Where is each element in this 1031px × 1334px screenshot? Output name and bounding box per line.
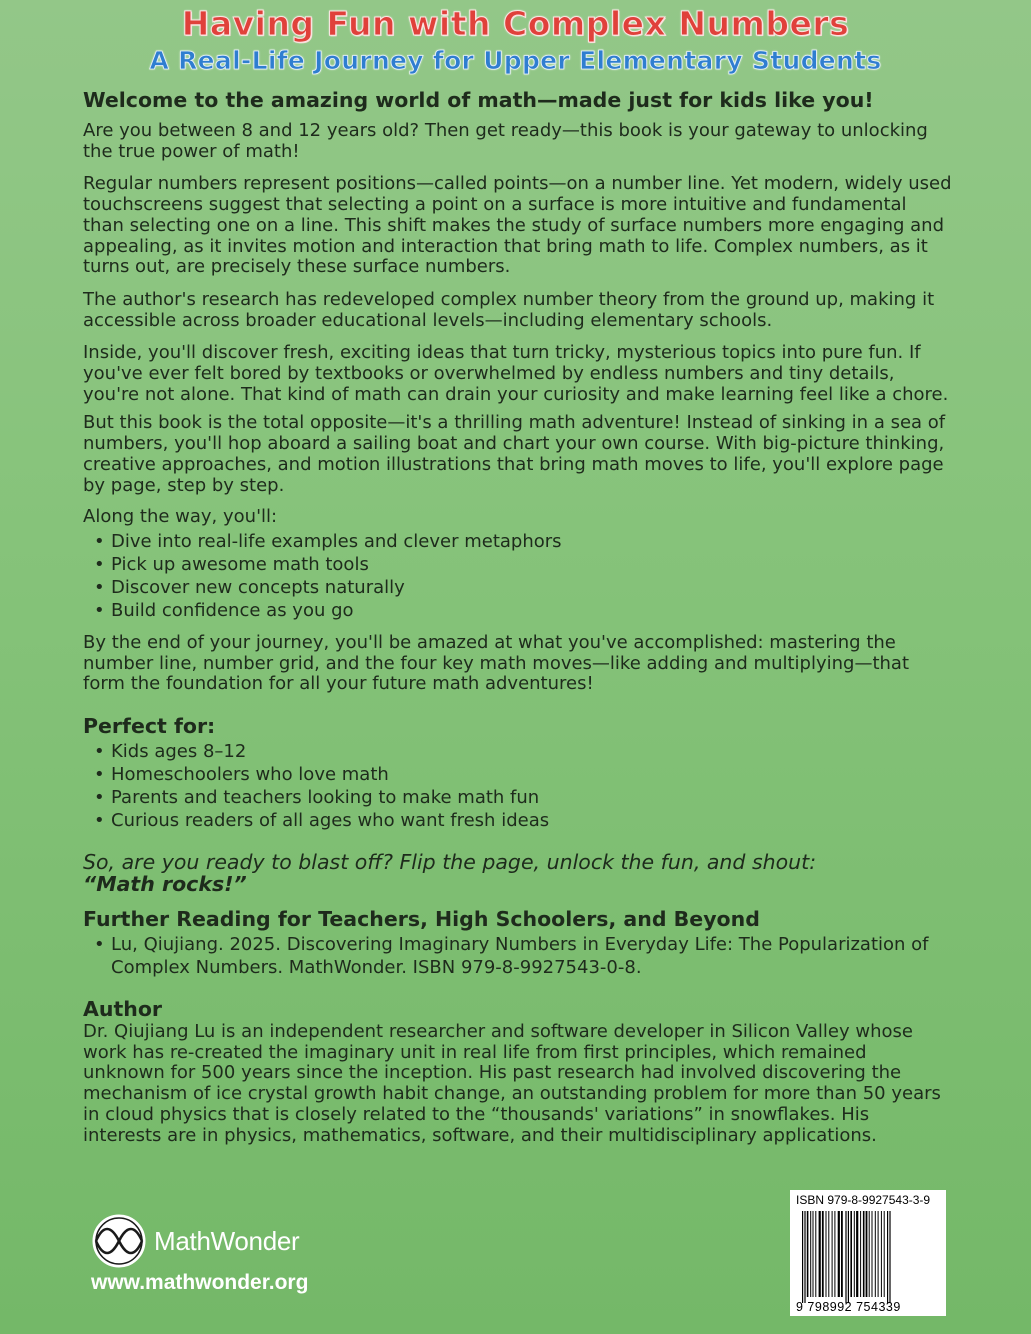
barcode-bar — [878, 1211, 879, 1297]
list-item: • Parents and teachers looking to make math fun — [111, 786, 953, 809]
barcode-bar — [810, 1211, 811, 1297]
intro-paragraph-3: The author's research has redeveloped complex number theory from the ground up, making it accessible across broader educational levels—including elementary schools. — [83, 288, 935, 331]
further-reading-list — [83, 933, 953, 979]
closing-line — [83, 851, 953, 895]
barcode-digits: 9 798992 754339 — [796, 1300, 901, 1314]
list-item: • Build confidence as you go — [111, 599, 953, 622]
perfect-for-list — [83, 740, 953, 832]
list-item: • Homeschoolers who love math — [111, 763, 953, 786]
barcode-bar — [863, 1211, 865, 1297]
publisher-website: www.mathwonder.org — [91, 1271, 309, 1294]
barcode-bar — [856, 1211, 858, 1297]
list-item: • Pick up awesome math tools — [111, 553, 953, 576]
book-title: Having Fun with Complex Numbers — [181, 4, 850, 43]
barcode-bar — [822, 1211, 824, 1297]
along-the-way-intro: Along the way, you'll: — [83, 506, 278, 528]
along-the-way-list — [83, 530, 953, 622]
barcode-bar — [838, 1211, 840, 1297]
barcode-bar — [802, 1211, 803, 1303]
isbn-label: ISBN 979-8-9927543-3-9 — [796, 1193, 931, 1207]
math-rocks-shout: “Math rocks!” — [83, 872, 247, 897]
barcode-bar — [828, 1211, 829, 1297]
barcode-bar — [887, 1211, 888, 1303]
list-item: • Dive into real-life examples and clever metaphors — [111, 530, 953, 553]
barcode-bar — [815, 1211, 816, 1297]
author-heading: Author — [83, 997, 163, 1022]
publisher-name: MathWonder — [154, 1225, 300, 1256]
perfect-for-heading: Perfect for: — [83, 714, 216, 739]
intro-paragraph-1: Are you between 8 and 12 years old? Then get ready—this book is your gateway to unlocking the true power of math! — [83, 120, 928, 162]
list-item: • Discover new concepts naturally — [111, 576, 953, 599]
list-item: • Lu, Qiujiang. 2025. Discovering Imaginary Numbers in Everyday Life: The Popularization of Complex Numbers. MathWonder. ISBN 979-8-9927543-0-8. — [111, 933, 953, 979]
barcode-bar — [866, 1211, 868, 1297]
barcode-bar — [819, 1211, 821, 1297]
list-item: • Kids ages 8–12 — [111, 740, 953, 763]
author-bio: Dr. Qiujiang Lu is an independent researcher and software developer in Silicon Valley whose work has re-created the imaginary unit in real life from first principles, which remained unknown for 500 years since the inception. His past research had involved discovering the mechanism of ice crystal growth habit change, an outstanding problem for more than 50 years in cloud physics that is closely related to the “thousands' variations” in snowflakes. His interests are in physics, mathematics, software, and their multidisciplinary applications. — [83, 1021, 941, 1146]
intro-paragraph-2: Regular numbers represent positions—called points—on a number line. Yet modern, widely used touchscreens suggest that selecting a point on a surface is more intuitive and fundamental than selecting one on a line. This shift makes the study of surface numbers more engaging and appealing, as it invites motion and interaction that bring math to life. Complex numbers, as it turns out, are precisely these surface numbers. — [83, 173, 952, 278]
barcode-bar — [813, 1211, 814, 1297]
welcome-heading: Welcome to the amazing world of math—made just for kids like you! — [83, 88, 874, 112]
barcode-bar — [807, 1211, 809, 1297]
publisher-logo — [91, 1212, 299, 1270]
intro-paragraph-5: But this book is the total opposite—it's a thrilling math adventure! Instead of sinking in a sea of numbers, you'll hop aboard a sailing boat and chart your own course. With big-picture thinking, creative approaches, and motion illustrations that bring math moves to life, you'll explore page by page, step by step. — [83, 412, 946, 496]
barcode-bars — [796, 1211, 940, 1303]
barcode-bar — [848, 1211, 849, 1303]
barcode-bar — [854, 1211, 855, 1297]
barcode-bar — [804, 1211, 805, 1303]
intro-paragraph-4: Inside, you'll discover fresh, exciting ideas that turn tricky, mysterious topics into pure fun. If you've ever felt bored by textbooks or overwhelmed by endless numbers and tiny details, you're not alone. That kind of math can drain your curiosity and make learning feel like a chore. — [83, 342, 949, 405]
barcode-bar — [875, 1211, 876, 1297]
cover-text — [83, 88, 953, 1146]
barcode-bar — [872, 1211, 873, 1297]
barcode-bar — [850, 1211, 852, 1297]
closing-question: So, are you ready to blast off? Flip the page, unlock the fun, and shout: — [83, 850, 817, 875]
journey-end-paragraph: By the end of your journey, you'll be amazed at what you've accomplished: mastering the number line, number grid, and the four key math moves—like adding and multiplying—that form the foundation for all your future math adventures! — [83, 631, 910, 695]
barcode-bar — [884, 1211, 885, 1297]
barcode-bar — [845, 1211, 846, 1303]
barcode-bar — [889, 1211, 890, 1303]
barcode-bar — [860, 1211, 861, 1297]
barcode-bar — [834, 1211, 835, 1297]
list-item: • Curious readers of all ages who want fresh ideas — [111, 809, 953, 832]
barcode-bar — [841, 1211, 843, 1297]
barcode-bar — [869, 1211, 870, 1297]
barcode-bar — [881, 1211, 882, 1297]
book-subtitle: A Real-Life Journey for Upper Elementary Students — [149, 46, 882, 75]
barcode-bar — [832, 1211, 833, 1297]
isbn-barcode — [790, 1190, 946, 1316]
wave-circle-icon — [91, 1213, 147, 1269]
further-reading-heading: Further Reading for Teachers, High Schoolers, and Beyond — [83, 907, 760, 932]
barcode-bar — [826, 1211, 827, 1297]
